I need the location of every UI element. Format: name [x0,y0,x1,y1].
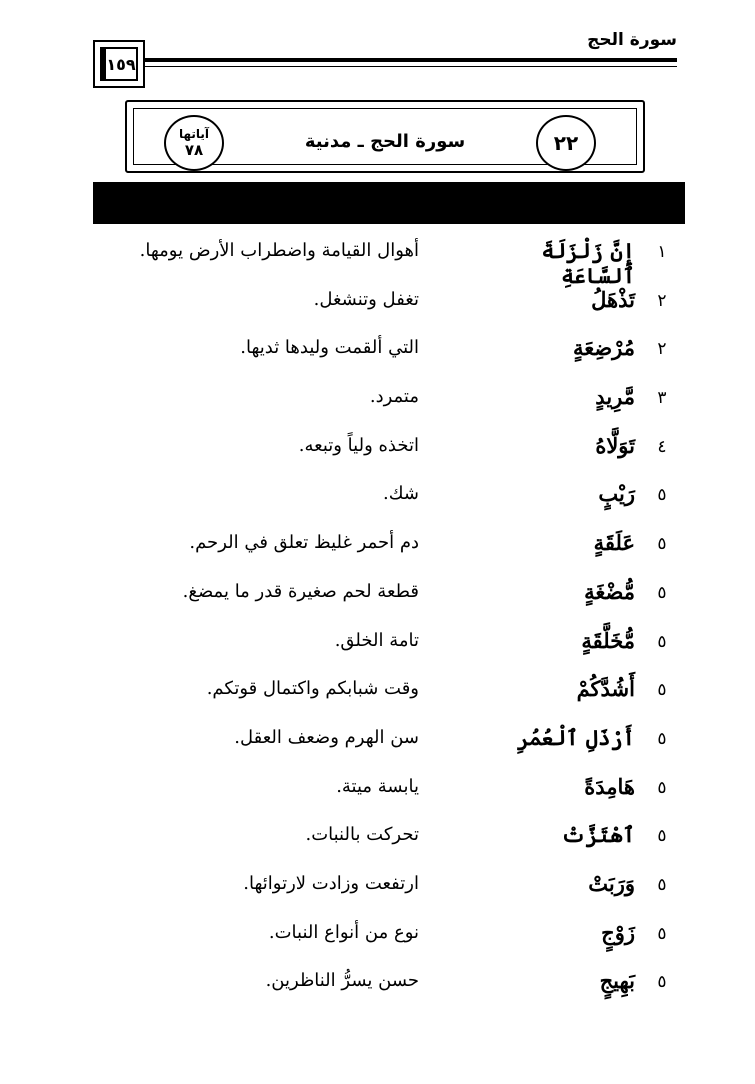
quran-word: تَوَلَّاهُ [595,432,635,458]
quran-word: مَّرِيدٍ [595,384,635,410]
list-item [0,964,755,1013]
verse-number: ١ [657,242,667,262]
verse-number: ٥ [657,631,667,652]
word-meaning: نوع من أنواع النبات. [268,921,419,943]
word-meaning: تامة الخلق. [334,629,419,651]
list-item [0,526,755,575]
list-item [0,624,755,673]
black-band [93,182,685,224]
page-number-box [93,40,145,88]
word-meaning: أهوال القيامة واضطراب الأرض يومها. [139,240,419,261]
word-meaning: ارتفعت وزادت لارتوائها. [243,872,419,894]
word-meaning: دم أحمر غليظ تعلق في الرحم. [189,532,419,554]
word-meaning: تحركت بالنبات. [305,824,419,846]
list-item [0,477,755,526]
verse-number: ٤ [657,436,667,457]
verse-number: ٥ [657,826,667,847]
word-meaning: قطعة لحم صغيرة قدر ما يمضغ. [182,580,419,602]
word-meaning: وقت شبابكم واكتمال قوتكم. [206,678,419,700]
surah-number-circle [536,115,596,171]
list-item [0,283,755,332]
surah-name: سورة الحج ـ مدنية [304,131,466,152]
page-number: ١٥٩ [100,47,138,81]
word-meaning: سن الهرم وضعف العقل. [234,726,419,748]
quran-word: هَامِدَةً [584,773,635,799]
list-item [0,429,755,478]
quran-word: ٱهْتَزَّتْ [561,822,635,848]
word-meaning: متمرد. [369,386,419,408]
verse-number: ٥ [657,777,667,798]
list-item [0,770,755,819]
verse-number: ٣ [657,388,667,409]
surah-banner-inner [133,108,637,165]
ayat-label: آياتها [178,127,210,141]
header-rule-thick [144,58,677,62]
word-meaning: شك. [383,483,419,505]
word-meaning: يابسة ميتة. [336,775,419,797]
list-item [0,867,755,916]
quran-word: تَذْهَلُ [591,286,635,312]
verse-number: ٥ [657,874,667,895]
verse-number: ٥ [657,923,667,944]
quran-word: مُّخَلَّقَةٍ [581,627,635,653]
quran-word: زَوْجٍ [601,919,635,945]
word-meaning: اتخذه ولياً وتبعه. [298,434,419,456]
verse-number: ٢ [657,290,667,311]
list-item [0,672,755,721]
verse-number: ٥ [657,680,667,701]
quran-word: وَرَبَتْ [588,870,635,896]
surah-number: ٢٢ [553,131,579,155]
quran-word: رَيْبٍ [598,481,635,507]
verse-number: ٥ [657,582,667,603]
quran-word: إِنَّ زَلْزَلَةَ ٱلسَّاعَةِ [541,238,635,288]
word-meaning: حسن يسرُّ الناظرين. [265,970,419,992]
list-item [0,916,755,965]
verse-number: ٥ [657,534,667,555]
quran-word: أَرْذَلِ ٱلْعُمُرِ [516,724,635,750]
glossary-list [0,234,755,1013]
running-title: سورة الحج [587,30,677,50]
surah-banner [125,100,645,173]
verse-number: ٥ [657,972,667,993]
header-rule-thin [144,66,677,67]
quran-word: بَهِيجٍ [599,968,635,994]
quran-word: مُّضْغَةٍ [584,578,635,604]
list-item [0,818,755,867]
list-item [0,380,755,429]
quran-word: أَشُدَّكُمْ [576,676,635,702]
word-meaning: التي ألقمت وليدها ثديها. [240,337,419,359]
list-item [0,575,755,624]
quran-word: مُرْضِعَةٍ [572,335,635,361]
ayat-count: ٧٨ [184,141,204,159]
word-meaning: تغفل وتنشغل. [313,288,419,310]
verse-number: ٢ [657,339,667,360]
verse-number: ٥ [657,485,667,506]
list-item [0,721,755,770]
quran-word: عَلَقَةٍ [593,530,635,556]
verse-number: ٥ [657,728,667,749]
list-item [0,234,755,288]
list-item [0,331,755,380]
